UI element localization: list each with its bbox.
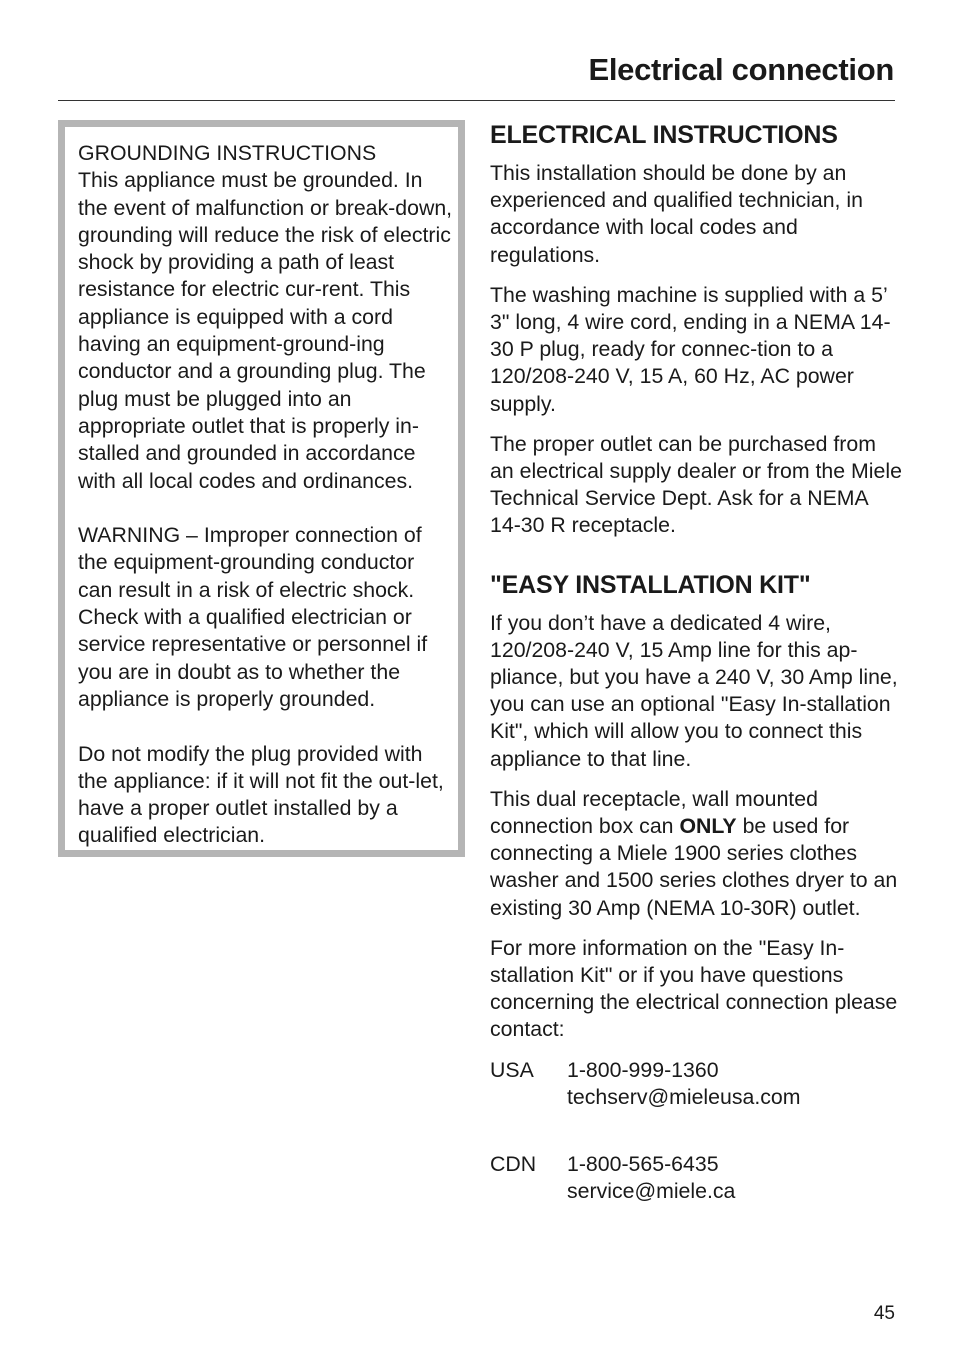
electrical-instructions-paragraph-1: This installation should be done by an experienced and qualified technician, in accordance with local codes and regulations. (490, 161, 863, 267)
page-title: Electrical connection (588, 52, 894, 87)
electrical-instructions-paragraph-3: The proper outlet can be purchased from an electrical supply dealer or from the Miele Technical Service Dept. Ask for a NEMA 14-30 R receptacle. (490, 431, 902, 538)
contact-country: USA (490, 1057, 534, 1082)
easy-kit-paragraph-2-end: be used for connecting a Miele 1900 series clothes washer and 1500 series clothes dryer to an existing 30 Amp (NEMA 10-30R) outlet. (490, 814, 898, 920)
only-emphasis: ONLY (679, 814, 737, 839)
contact-spacer (490, 1111, 902, 1151)
contact-country: CDN (490, 1152, 537, 1177)
contact-usa (490, 1057, 902, 1111)
easy-kit-paragraph-2 (490, 786, 902, 922)
grounding-instructions-box (58, 120, 465, 857)
grounding-paragraph-1 (78, 140, 454, 495)
easy-kit-paragraph-3: For more information on the "Easy In-stallation Kit" or if you have questions concerning the electrical connection please contact: (490, 935, 898, 1042)
right-column (490, 120, 902, 1206)
easy-kit-paragraph-1: If you don’t have a dedicated 4 wire, 120/208-240 V, 15 Amp line for this ap-pliance, but you have a 240 V, 30 Amp line, you can use an optional "Easy In-stallation Kit", which will allow you to connect this appliance to that line. (490, 610, 898, 771)
contact-email: service@miele.ca (567, 1179, 736, 1204)
easy-installation-kit-heading: "EASY INSTALLATION KIT" (490, 570, 811, 599)
contact-email: techserv@mieleusa.com (567, 1084, 801, 1109)
easy-kit-paragraph-2-start: This dual receptacle, wall mounted connection box can (490, 786, 818, 839)
electrical-instructions-paragraph-2: The washing machine is supplied with a 5’ 3" long, 4 wire cord, ending in a NEMA 14-30 P plug, ready for connec-tion to a 120/208-240 V, 15 A, 60 Hz, AC power supply. (490, 282, 891, 416)
grounding-text: This appliance must be grounded. In the event of malfunction or break-down, grounding will reduce the risk of electric shock by providing a path of least resistance for electric cur-rent. This appliance is equipped with a cord having an equipment-ground-ing conductor and a grounding plug. The plug must be plugged into an appropriate outlet that is properly in-stalled and grounded in accordance with all local codes and ordinances. (78, 168, 453, 493)
plug-modification-paragraph: Do not modify the plug provided with the appliance: if it will not fit the out-let, have a proper outlet installed by a qualified electrician. (78, 741, 444, 848)
grounding-heading: GROUNDING INSTRUCTIONS (78, 141, 377, 165)
electrical-instructions-heading: ELECTRICAL INSTRUCTIONS (490, 121, 838, 149)
title-divider (58, 100, 895, 101)
contact-details (567, 1151, 735, 1205)
contact-phone: 1-800-999-1360 (567, 1057, 719, 1082)
warning-paragraph: WARNING – Improper connection of the equipment-grounding conductor can result in a risk of electric shock. Check with a qualified electrician or service representative or personnel if you are in doubt as to whether the appliance is properly grounded. (78, 523, 428, 711)
page-number: 45 (873, 1303, 895, 1324)
contact-phone: 1-800-565-6435 (567, 1152, 719, 1177)
contact-details (567, 1057, 801, 1111)
contact-cdn (490, 1151, 902, 1205)
